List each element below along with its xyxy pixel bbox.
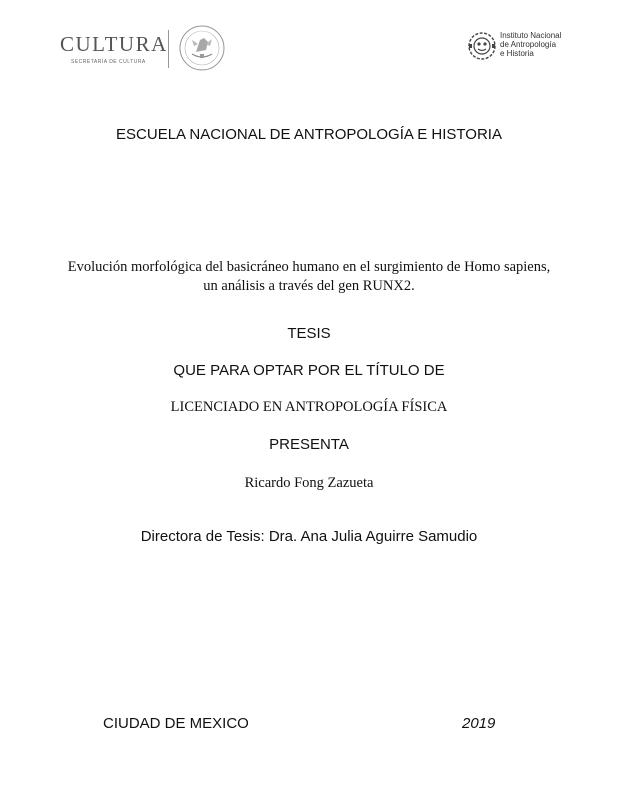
inah-logo	[466, 28, 576, 64]
degree-title: LICENCIADO EN ANTROPOLOGÍA FÍSICA	[170, 399, 448, 415]
author-name: Ricardo Fong Zazueta	[244, 475, 374, 491]
inah-emblem-icon	[466, 30, 498, 62]
inah-name	[500, 31, 561, 58]
thesis-title: Evolución morfológica del basicráneo humano en el surgimiento de Homo sapiens, un análisis a través del gen RUNX2.	[67, 259, 551, 294]
presents-label: PRESENTA	[269, 436, 349, 453]
thesis-director: Directora de Tesis: Dra. Ana Julia Aguirre Samudio	[140, 528, 478, 545]
inah-name-line2: de Antropología	[500, 40, 557, 49]
cultura-wordmark: CULTURA	[60, 32, 168, 56]
cultura-subtitle: SECRETARÍA DE CULTURA	[71, 59, 146, 65]
mexican-coat-of-arms-seal-icon	[178, 24, 226, 72]
inah-name-line1: Instituto Nacional	[500, 31, 562, 40]
school-name: ESCUELA NACIONAL DE ANTROPOLOGÍA E HISTORIA	[116, 126, 502, 143]
cultura-logo	[60, 22, 240, 72]
city-label: CIUDAD DE MEXICO	[103, 715, 249, 732]
year-label: 2019	[462, 715, 496, 732]
logo-divider	[168, 30, 169, 68]
inah-name-line3: e Historia	[500, 49, 534, 58]
degree-purpose: QUE PARA OPTAR POR EL TÍTULO DE	[173, 362, 445, 379]
document-type: TESIS	[287, 325, 331, 342]
